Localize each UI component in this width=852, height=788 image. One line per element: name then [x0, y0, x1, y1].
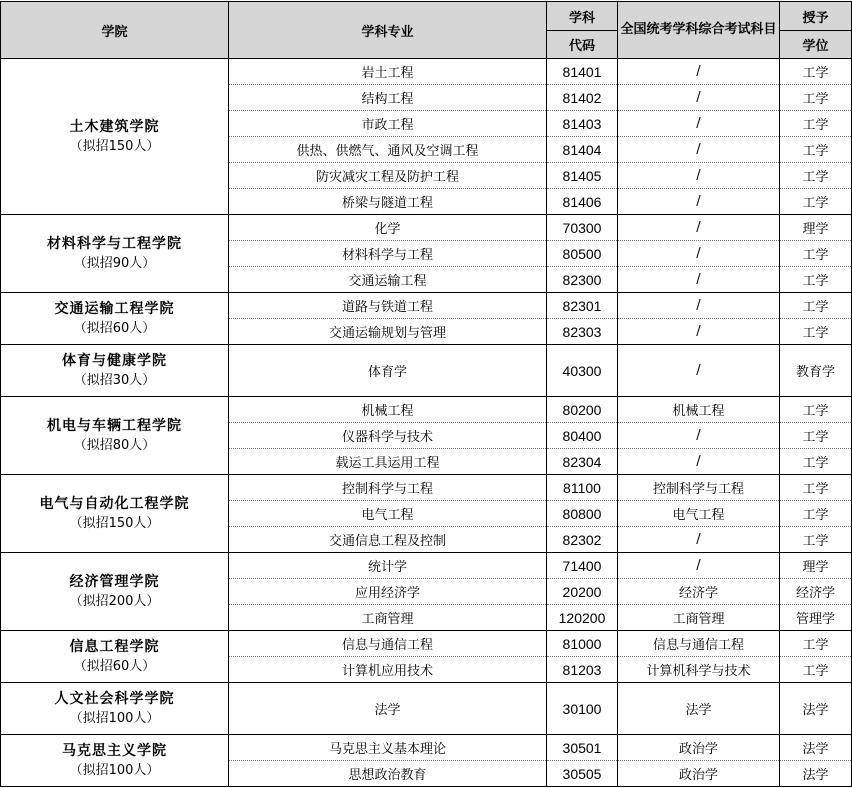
major-cell: 马克思主义基本理论: [229, 735, 547, 761]
college-name: 人文社会科学学院: [54, 690, 175, 707]
major-cell: 计算机应用技术: [229, 657, 547, 683]
degree-cell: 工学: [780, 163, 852, 189]
degree-cell: 工学: [780, 475, 852, 501]
major-cell: 思想政治教育: [229, 761, 547, 787]
degree-cell: 工学: [780, 137, 852, 163]
degree-cell: 工学: [780, 423, 852, 449]
major-cell: 桥梁与隧道工程: [229, 189, 547, 215]
exam-subject-cell: /: [618, 163, 780, 189]
college-quota: （拟招200人）: [69, 593, 160, 609]
code-cell: 81000: [547, 631, 618, 657]
major-cell: 供热、供燃气、通风及空调工程: [229, 137, 547, 163]
exam-subject-cell: /: [618, 293, 780, 319]
exam-subject-cell: /: [618, 189, 780, 215]
major-cell: 体育学: [229, 345, 547, 397]
exam-subject-cell: /: [618, 553, 780, 579]
college-name: 信息工程学院: [69, 638, 160, 655]
degree-cell: 工学: [780, 631, 852, 657]
table-row: [1, 553, 852, 579]
degree-cell: 工学: [780, 241, 852, 267]
major-cell: 道路与铁道工程: [229, 293, 547, 319]
code-cell: 81402: [547, 85, 618, 111]
major-cell: 材料科学与工程: [229, 241, 547, 267]
college-quota: （拟招60人）: [73, 658, 156, 674]
degree-cell: 经济学: [780, 579, 852, 605]
code-cell: 81403: [547, 111, 618, 137]
college-quota: （拟招150人）: [69, 138, 160, 154]
code-cell: 81401: [547, 59, 618, 85]
degree-cell: 工学: [780, 449, 852, 475]
code-cell: 81100: [547, 475, 618, 501]
college-quota: （拟招60人）: [73, 320, 156, 336]
major-cell: 应用经济学: [229, 579, 547, 605]
exam-subject-cell: 经济学: [618, 579, 780, 605]
degree-cell: 法学: [780, 735, 852, 761]
degree-cell: 工学: [780, 189, 852, 215]
code-cell: 82300: [547, 267, 618, 293]
table-body: [1, 59, 852, 787]
major-cell: 信息与通信工程: [229, 631, 547, 657]
exam-subject-cell: /: [618, 215, 780, 241]
exam-subject-cell: /: [618, 111, 780, 137]
exam-subject-cell: /: [618, 59, 780, 85]
header-degree-top: 授予: [780, 2, 852, 31]
table-row: [1, 59, 852, 85]
table-row: [1, 397, 852, 423]
exam-subject-cell: /: [618, 449, 780, 475]
table-row: [1, 631, 852, 657]
major-cell: 化学: [229, 215, 547, 241]
table-row: [1, 293, 852, 319]
exam-subject-cell: 法学: [618, 683, 780, 735]
college-cell: [1, 631, 229, 683]
code-cell: 81405: [547, 163, 618, 189]
exam-subject-cell: /: [618, 267, 780, 293]
major-cell: 统计学: [229, 553, 547, 579]
admissions-table: [0, 1, 852, 787]
college-quota: （拟招100人）: [69, 710, 160, 726]
code-cell: 70300: [547, 215, 618, 241]
header-degree-bottom: 学位: [780, 31, 852, 59]
degree-cell: 工学: [780, 527, 852, 553]
major-cell: 法学: [229, 683, 547, 735]
header-code-bottom: 代码: [547, 31, 618, 59]
college-quota: （拟招80人）: [73, 437, 156, 453]
code-cell: 81404: [547, 137, 618, 163]
code-cell: 80800: [547, 501, 618, 527]
degree-cell: 教育学: [780, 345, 852, 397]
table-row: [1, 683, 852, 735]
major-cell: 仪器科学与技术: [229, 423, 547, 449]
code-cell: 82302: [547, 527, 618, 553]
major-cell: 交通信息工程及控制: [229, 527, 547, 553]
degree-cell: 法学: [780, 683, 852, 735]
college-quota: （拟招100人）: [69, 762, 160, 778]
college-quota: （拟招150人）: [69, 515, 160, 531]
college-name: 马克思主义学院: [62, 742, 167, 759]
table-row: [1, 215, 852, 241]
exam-subject-cell: /: [618, 241, 780, 267]
college-name: 经济管理学院: [69, 573, 160, 590]
degree-cell: 理学: [780, 215, 852, 241]
college-cell: [1, 683, 229, 735]
college-name: 材料科学与工程学院: [47, 235, 182, 252]
college-quota: （拟招90人）: [73, 255, 156, 271]
degree-cell: 工学: [780, 501, 852, 527]
exam-subject-cell: 控制科学与工程: [618, 475, 780, 501]
degree-cell: 工学: [780, 293, 852, 319]
header-major: 学科专业: [229, 2, 547, 59]
exam-subject-cell: 政治学: [618, 735, 780, 761]
exam-subject-cell: 政治学: [618, 761, 780, 787]
exam-subject-cell: 计算机科学与技术: [618, 657, 780, 683]
major-cell: 载运工具运用工程: [229, 449, 547, 475]
code-cell: 20200: [547, 579, 618, 605]
college-quota: （拟招30人）: [73, 372, 156, 388]
table-row: [1, 345, 852, 397]
code-cell: 40300: [547, 345, 618, 397]
code-cell: 82301: [547, 293, 618, 319]
major-cell: 交通运输规划与管理: [229, 319, 547, 345]
code-cell: 80200: [547, 397, 618, 423]
code-cell: 80400: [547, 423, 618, 449]
exam-subject-cell: /: [618, 345, 780, 397]
header-college: 学院: [1, 2, 229, 59]
degree-cell: 工学: [780, 85, 852, 111]
major-cell: 工商管理: [229, 605, 547, 631]
major-cell: 市政工程: [229, 111, 547, 137]
college-cell: [1, 475, 229, 553]
college-name: 体育与健康学院: [62, 352, 167, 369]
degree-cell: 工学: [780, 397, 852, 423]
degree-cell: 工学: [780, 59, 852, 85]
code-cell: 30505: [547, 761, 618, 787]
college-cell: [1, 553, 229, 631]
college-cell: [1, 59, 229, 215]
major-cell: 电气工程: [229, 501, 547, 527]
degree-cell: 工学: [780, 111, 852, 137]
major-cell: 机械工程: [229, 397, 547, 423]
degree-cell: 工学: [780, 657, 852, 683]
college-name: 电气与自动化工程学院: [39, 495, 190, 512]
major-cell: 结构工程: [229, 85, 547, 111]
degree-cell: 工学: [780, 267, 852, 293]
code-cell: 80500: [547, 241, 618, 267]
college-name: 交通运输工程学院: [54, 300, 175, 317]
college-cell: [1, 397, 229, 475]
exam-subject-cell: /: [618, 423, 780, 449]
table-row: [1, 735, 852, 761]
exam-subject-cell: 信息与通信工程: [618, 631, 780, 657]
exam-subject-cell: /: [618, 137, 780, 163]
major-cell: 岩土工程: [229, 59, 547, 85]
exam-subject-cell: /: [618, 527, 780, 553]
college-name: 土木建筑学院: [69, 118, 160, 135]
exam-subject-cell: 电气工程: [618, 501, 780, 527]
exam-subject-cell: /: [618, 85, 780, 111]
exam-subject-cell: /: [618, 319, 780, 345]
college-cell: [1, 215, 229, 293]
college-name: 机电与车辆工程学院: [47, 417, 182, 434]
college-cell: [1, 345, 229, 397]
code-cell: 30501: [547, 735, 618, 761]
degree-cell: 法学: [780, 761, 852, 787]
header-code-top: 学科: [547, 2, 618, 31]
major-cell: 控制科学与工程: [229, 475, 547, 501]
code-cell: 81203: [547, 657, 618, 683]
code-cell: 82303: [547, 319, 618, 345]
code-cell: 30100: [547, 683, 618, 735]
table-row: [1, 475, 852, 501]
college-cell: [1, 735, 229, 787]
college-cell: [1, 293, 229, 345]
degree-cell: 理学: [780, 553, 852, 579]
code-cell: 82304: [547, 449, 618, 475]
degree-cell: 管理学: [780, 605, 852, 631]
code-cell: 71400: [547, 553, 618, 579]
code-cell: 120200: [547, 605, 618, 631]
exam-subject-cell: 机械工程: [618, 397, 780, 423]
table-header: [1, 2, 852, 59]
header-exam: 全国统考学科综合考试科目: [618, 2, 780, 59]
major-cell: 防灾减灾工程及防护工程: [229, 163, 547, 189]
major-cell: 交通运输工程: [229, 267, 547, 293]
degree-cell: 工学: [780, 319, 852, 345]
code-cell: 81406: [547, 189, 618, 215]
exam-subject-cell: 工商管理: [618, 605, 780, 631]
